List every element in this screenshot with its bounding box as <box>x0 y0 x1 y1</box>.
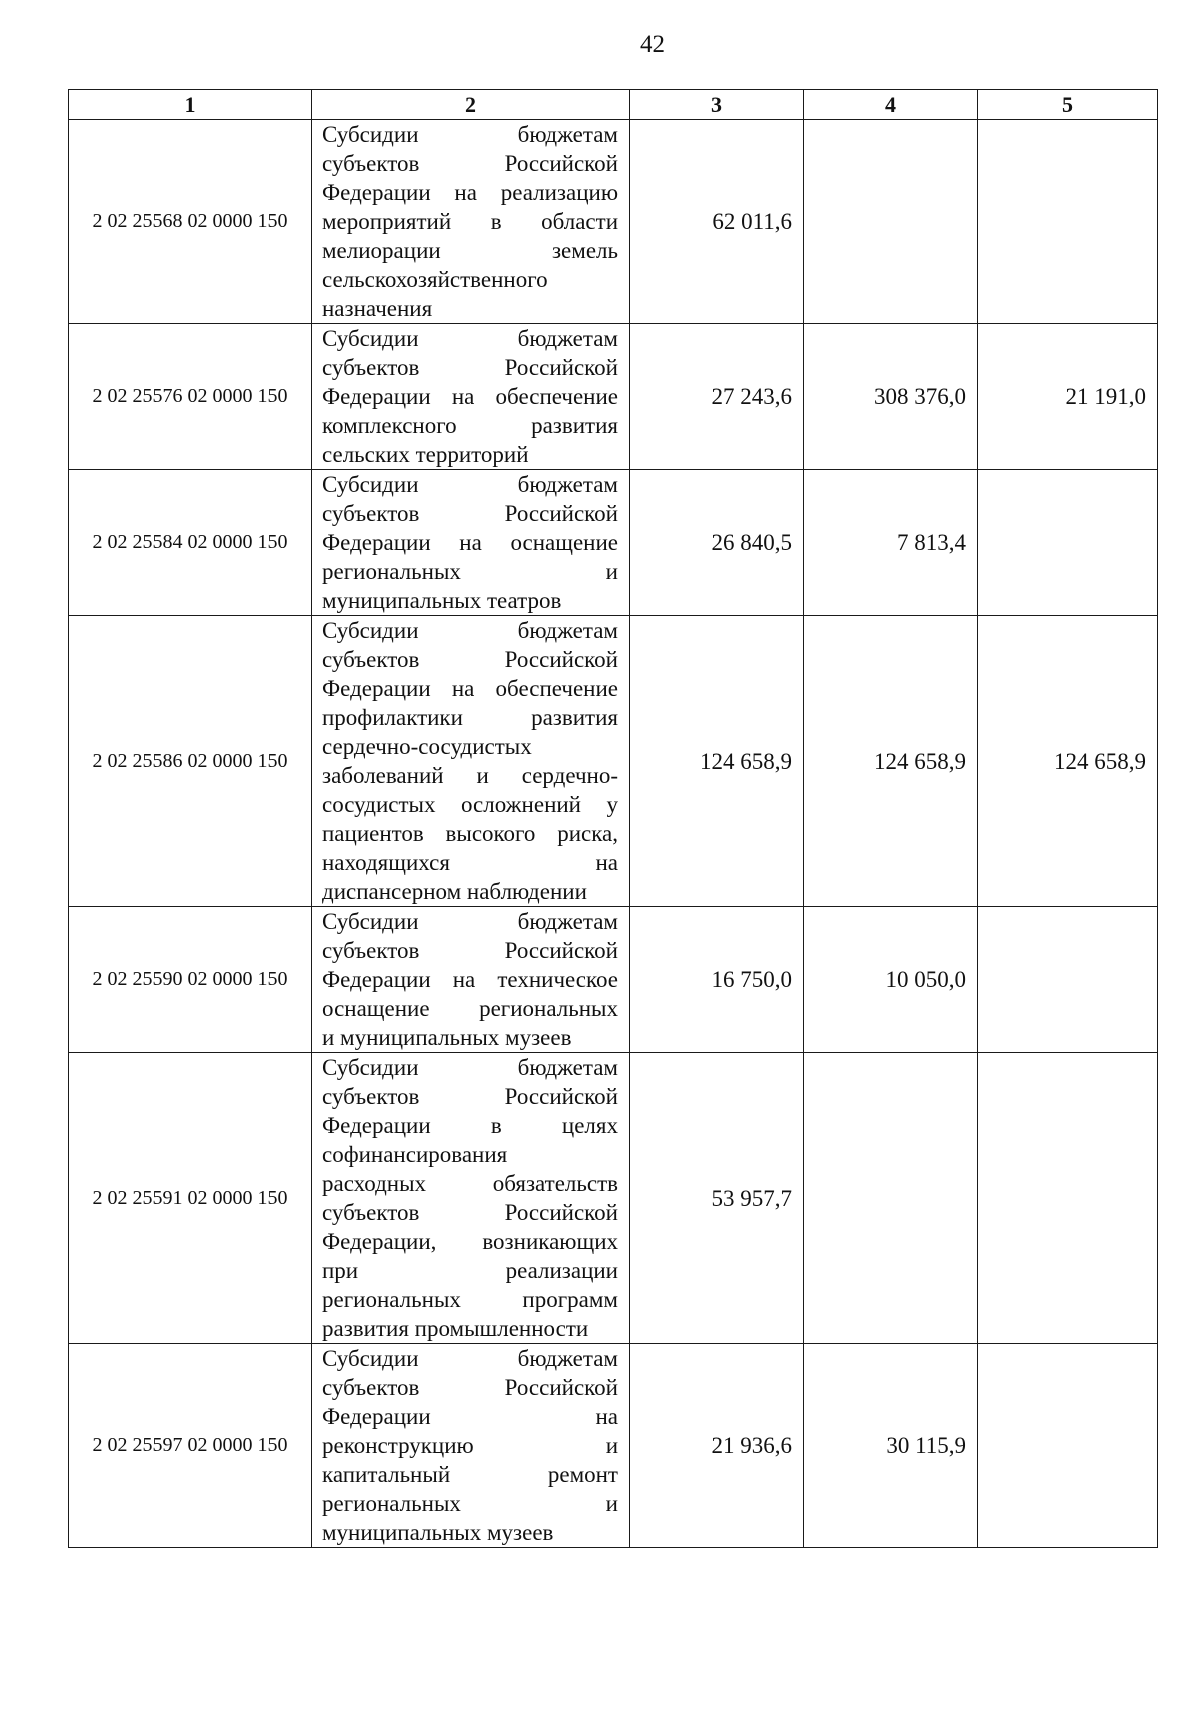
table-row <box>69 1344 1158 1548</box>
description-line: комплексного развития <box>322 413 618 438</box>
description-line: субъектов Российской <box>322 501 618 526</box>
header-col-5: 5 <box>978 90 1158 120</box>
description-line: субъектов Российской <box>322 151 618 176</box>
amount-cell-5 <box>978 907 1158 1053</box>
amount-cell-3: 53 957,7 <box>630 1053 804 1344</box>
amount-cell-4: 30 115,9 <box>804 1344 978 1548</box>
description-cell <box>312 120 630 324</box>
amount-cell-5 <box>978 1053 1158 1344</box>
description-cell <box>312 324 630 470</box>
amount-cell-3: 27 243,6 <box>630 324 804 470</box>
description-line: Федерации, возникающих <box>322 1229 618 1254</box>
amount-cell-5 <box>978 1344 1158 1548</box>
amount-cell-3: 21 936,6 <box>630 1344 804 1548</box>
description-line: мелиорации земель <box>322 238 618 263</box>
description-line: находящихся на <box>322 850 618 875</box>
description-line: субъектов Российской <box>322 647 618 672</box>
table-row <box>69 470 1158 616</box>
amount-cell-4: 7 813,4 <box>804 470 978 616</box>
budget-code-cell: 2 02 25597 02 0000 150 <box>69 1344 312 1548</box>
description-line: Федерации в целях <box>322 1113 618 1138</box>
description-line: диспансерном наблюдении <box>322 879 587 904</box>
table-row <box>69 907 1158 1053</box>
description-line: заболеваний и сердечно- <box>322 763 618 788</box>
description-line: Федерации на оснащение <box>322 530 618 555</box>
description-line: сердечно-сосудистых <box>322 734 532 759</box>
description-line: Федерации на техническое <box>322 967 618 992</box>
header-col-4: 4 <box>804 90 978 120</box>
description-line: и муниципальных музеев <box>322 1025 572 1050</box>
description-line: Субсидии бюджетам <box>322 909 618 934</box>
description-line: Федерации на реализацию <box>322 180 618 205</box>
description-line: софинансирования <box>322 1142 508 1167</box>
description-line: Федерации на обеспечение <box>322 676 618 701</box>
description-cell <box>312 616 630 907</box>
description-cell <box>312 1344 630 1548</box>
description-line: муниципальных театров <box>322 588 562 613</box>
description-line: Субсидии бюджетам <box>322 618 618 643</box>
amount-cell-3: 124 658,9 <box>630 616 804 907</box>
description-line: муниципальных музеев <box>322 1520 554 1545</box>
description-line: сельскохозяйственного <box>322 267 548 292</box>
amount-cell-3: 16 750,0 <box>630 907 804 1053</box>
header-row <box>69 90 1158 120</box>
description-line: расходных обязательств <box>322 1171 618 1196</box>
description-line: субъектов Российской <box>322 355 618 380</box>
amount-cell-5: 21 191,0 <box>978 324 1158 470</box>
page-number: 42 <box>640 31 665 58</box>
amount-cell-3: 26 840,5 <box>630 470 804 616</box>
description-line: региональных программ <box>322 1287 618 1312</box>
description-line: Субсидии бюджетам <box>322 472 618 497</box>
description-line: сельских территорий <box>322 442 529 467</box>
description-line: Субсидии бюджетам <box>322 1055 618 1080</box>
budget-code-cell: 2 02 25586 02 0000 150 <box>69 616 312 907</box>
description-line: развития промышленности <box>322 1316 589 1341</box>
description-line: профилактики развития <box>322 705 618 730</box>
table-row <box>69 1053 1158 1344</box>
description-line: реконструкцию и <box>322 1433 618 1458</box>
description-line: Субсидии бюджетам <box>322 122 618 147</box>
amount-cell-3: 62 011,6 <box>630 120 804 324</box>
table-row <box>69 324 1158 470</box>
table-body <box>69 120 1158 1548</box>
budget-code-cell: 2 02 25590 02 0000 150 <box>69 907 312 1053</box>
header-col-1: 1 <box>69 90 312 120</box>
budget-code-cell: 2 02 25576 02 0000 150 <box>69 324 312 470</box>
description-cell <box>312 470 630 616</box>
description-cell <box>312 907 630 1053</box>
description-line: Федерации на <box>322 1404 618 1429</box>
description-line: региональных и <box>322 559 618 584</box>
budget-code-cell: 2 02 25584 02 0000 150 <box>69 470 312 616</box>
description-line: пациентов высокого риска, <box>322 821 618 846</box>
description-line: при реализации <box>322 1258 618 1283</box>
description-line: субъектов Российской <box>322 1200 618 1225</box>
amount-cell-5 <box>978 120 1158 324</box>
description-line: мероприятий в области <box>322 209 618 234</box>
amount-cell-4: 308 376,0 <box>804 324 978 470</box>
description-line: субъектов Российской <box>322 1084 618 1109</box>
amount-cell-5 <box>978 470 1158 616</box>
description-cell <box>312 1053 630 1344</box>
description-line: субъектов Российской <box>322 938 618 963</box>
table-row <box>69 120 1158 324</box>
description-line: оснащение региональных <box>322 996 618 1021</box>
description-line: субъектов Российской <box>322 1375 618 1400</box>
amount-cell-4: 10 050,0 <box>804 907 978 1053</box>
amount-cell-4 <box>804 120 978 324</box>
amount-cell-4: 124 658,9 <box>804 616 978 907</box>
description-line: Субсидии бюджетам <box>322 1346 618 1371</box>
budget-code-cell: 2 02 25591 02 0000 150 <box>69 1053 312 1344</box>
budget-table <box>68 89 1158 1548</box>
header-col-2: 2 <box>312 90 630 120</box>
description-line: капитальный ремонт <box>322 1462 618 1487</box>
amount-cell-5: 124 658,9 <box>978 616 1158 907</box>
budget-code-cell: 2 02 25568 02 0000 150 <box>69 120 312 324</box>
amount-cell-4 <box>804 1053 978 1344</box>
table-row <box>69 616 1158 907</box>
description-line: Федерации на обеспечение <box>322 384 618 409</box>
description-line: региональных и <box>322 1491 618 1516</box>
table-header <box>69 90 1158 120</box>
description-line: назначения <box>322 296 433 321</box>
description-line: Субсидии бюджетам <box>322 326 618 351</box>
description-line: сосудистых осложнений у <box>322 792 618 817</box>
header-col-3: 3 <box>630 90 804 120</box>
